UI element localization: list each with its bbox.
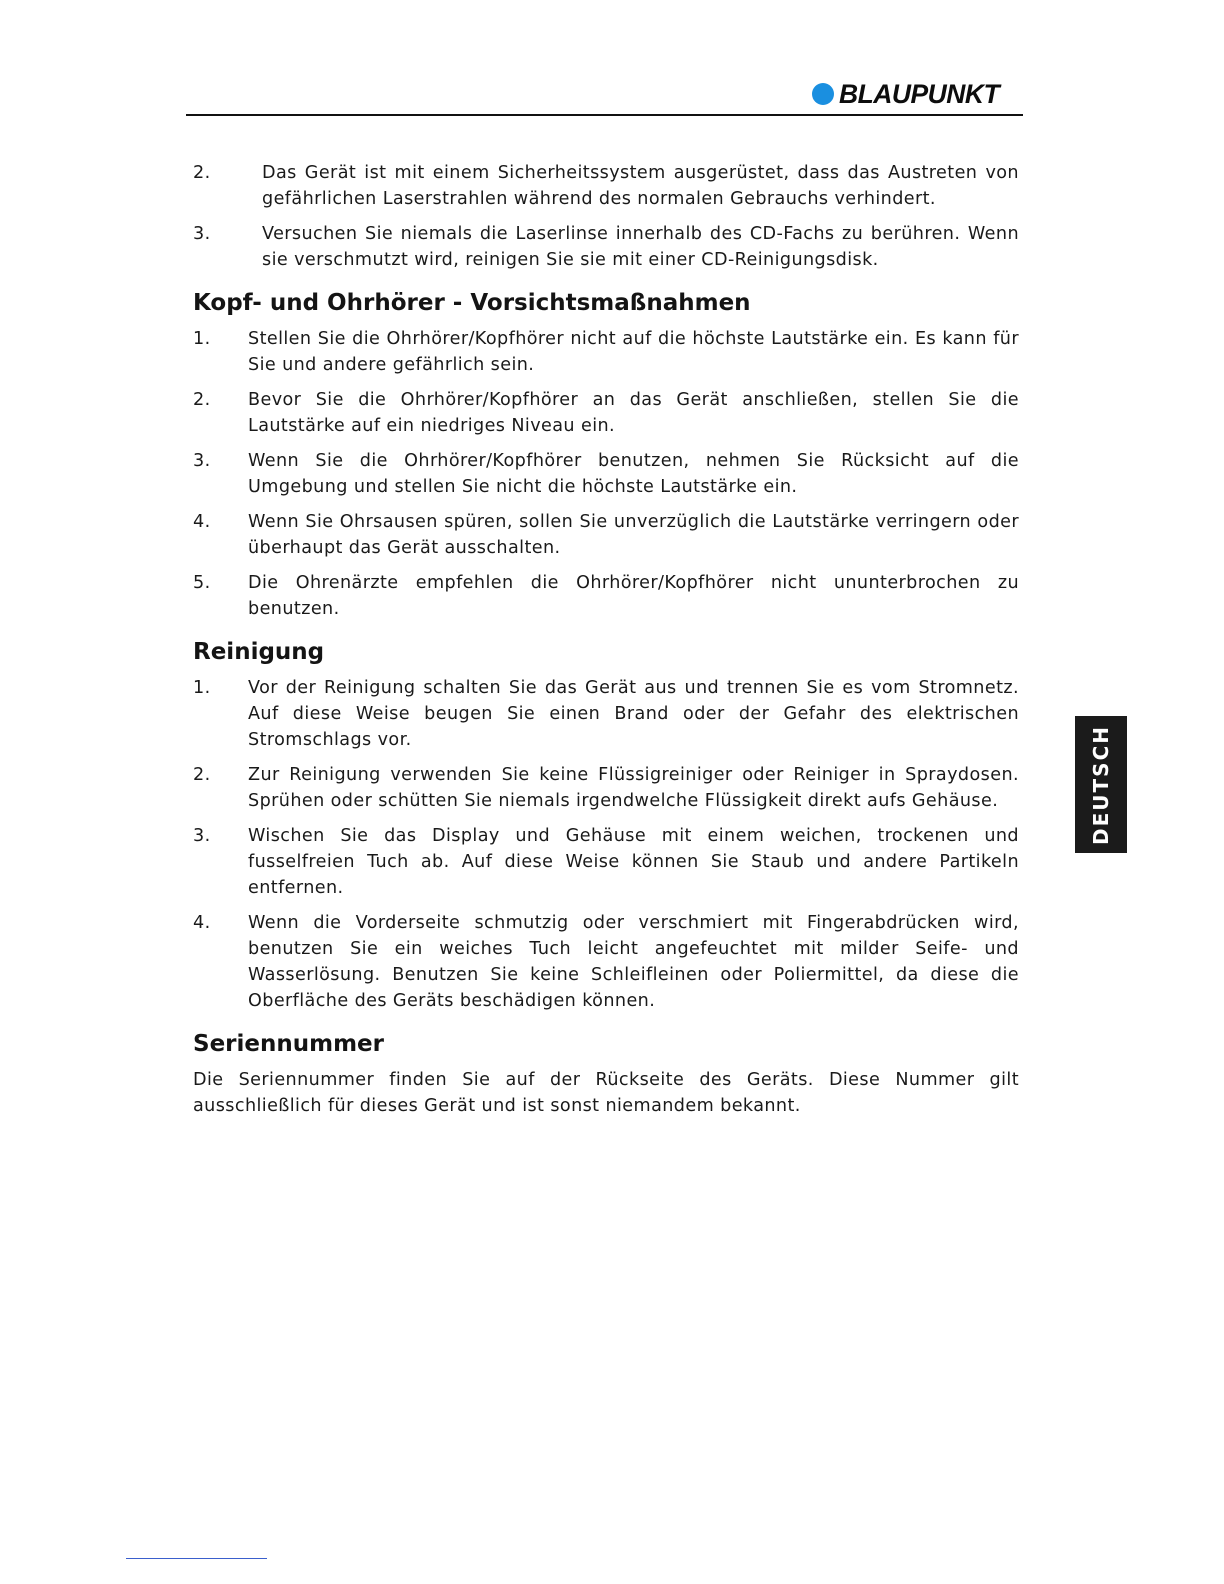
item-text: Das Gerät ist mit einem Sicherheitssystem ausgerüstet, dass das Austreten von gefährlichen Laserstrahlen während des normalen Gebrauchs verhindert. bbox=[262, 163, 1019, 209]
item-text: Zur Reinigung verwenden Sie keine Flüssigreiniger oder Reiniger in Spraydosen. Sprühen oder schütten Sie niemals irgendwelche Flüssigkeit direkt aufs Gehäuse. bbox=[248, 765, 1019, 811]
serial-section-title: Seriennummer bbox=[193, 1031, 384, 1057]
brand-name: BLAUPUNKT bbox=[839, 78, 1000, 109]
item-text: Bevor Sie die Ohrhörer/Kopfhörer an das Gerät anschließen, stellen Sie die Lautstärke auf ein niedriges Niveau ein. bbox=[248, 390, 1019, 436]
list-item bbox=[193, 160, 1019, 212]
item-text: Versuchen Sie niemals die Laserlinse innerhalb des CD-Fachs zu berühren. Wenn sie verschmutzt wird, reinigen Sie sie mit einer CD-Reinigungsdisk. bbox=[262, 224, 1019, 270]
serial-paragraph: Die Seriennummer finden Sie auf der Rückseite des Geräts. Diese Nummer gilt ausschließlich für dieses Gerät und ist sonst niemandem bekannt. bbox=[193, 1070, 1019, 1116]
page-content bbox=[193, 160, 1019, 1119]
headphones-list bbox=[193, 326, 1019, 622]
footnote-divider bbox=[126, 1558, 267, 1559]
list-item bbox=[193, 675, 1019, 753]
item-number: 1. bbox=[193, 678, 211, 698]
item-number: 3. bbox=[193, 224, 211, 244]
list-item bbox=[193, 823, 1019, 901]
list-item bbox=[193, 509, 1019, 561]
list-item bbox=[193, 221, 1019, 273]
item-text: Wenn Sie Ohrsausen spüren, sollen Sie unverzüglich die Lautstärke verringern oder überhaupt das Gerät ausschalten. bbox=[248, 512, 1019, 558]
list-item bbox=[193, 387, 1019, 439]
headphones-section-title: Kopf- und Ohrhörer - Vorsichtsmaßnahmen bbox=[193, 290, 751, 316]
cleaning-list bbox=[193, 675, 1019, 1014]
item-number: 3. bbox=[193, 826, 211, 846]
list-item bbox=[193, 762, 1019, 814]
list-item bbox=[193, 448, 1019, 500]
list-item bbox=[193, 326, 1019, 378]
item-number: 4. bbox=[193, 913, 211, 933]
item-text: Wenn Sie die Ohrhörer/Kopfhörer benutzen, nehmen Sie Rücksicht auf die Umgebung und stellen Sie nicht die höchste Lautstärke ein. bbox=[248, 451, 1019, 497]
list-item bbox=[193, 570, 1019, 622]
item-text: Stellen Sie die Ohrhörer/Kopfhörer nicht auf die höchste Lautstärke ein. Es kann für Sie und andere gefährlich sein. bbox=[248, 329, 1019, 375]
item-text: Die Ohrenärzte empfehlen die Ohrhörer/Kopfhörer nicht ununterbrochen zu benutzen. bbox=[248, 573, 1019, 619]
item-text: Wischen Sie das Display und Gehäuse mit einem weichen, trockenen und fusselfreien Tuch ab. Auf diese Weise können Sie Staub und andere Partikeln entfernen. bbox=[248, 826, 1019, 898]
item-number: 3. bbox=[193, 451, 211, 471]
item-text: Vor der Reinigung schalten Sie das Gerät aus und trennen Sie es vom Stromnetz. Auf diese Weise beugen Sie einen Brand oder der Gefahr des elektrischen Stromschlags vor. bbox=[248, 678, 1019, 750]
item-number: 2. bbox=[193, 390, 211, 410]
list-item bbox=[193, 910, 1019, 1014]
language-tab-label: DEUTSCH bbox=[1089, 724, 1113, 845]
item-number: 4. bbox=[193, 512, 211, 532]
header-divider bbox=[186, 114, 1023, 116]
brand-logo bbox=[812, 80, 1003, 108]
item-number: 2. bbox=[193, 163, 211, 183]
logo-dot-icon bbox=[812, 83, 834, 105]
item-number: 1. bbox=[193, 329, 211, 349]
item-number: 5. bbox=[193, 573, 211, 593]
item-text: Wenn die Vorderseite schmutzig oder verschmiert mit Fingerabdrücken wird, benutzen Sie ein weiches Tuch leicht angefeuchtet mit milder Seife- und Wasserlösung. Benutzen Sie keine Schleifleinen oder Poliermittel, da diese die Oberfläche des Geräts beschädigen können. bbox=[248, 913, 1019, 1011]
cleaning-section-title: Reinigung bbox=[193, 639, 325, 665]
item-number: 2. bbox=[193, 765, 211, 785]
laser-safety-list bbox=[193, 160, 1019, 273]
language-tab bbox=[1075, 716, 1127, 853]
